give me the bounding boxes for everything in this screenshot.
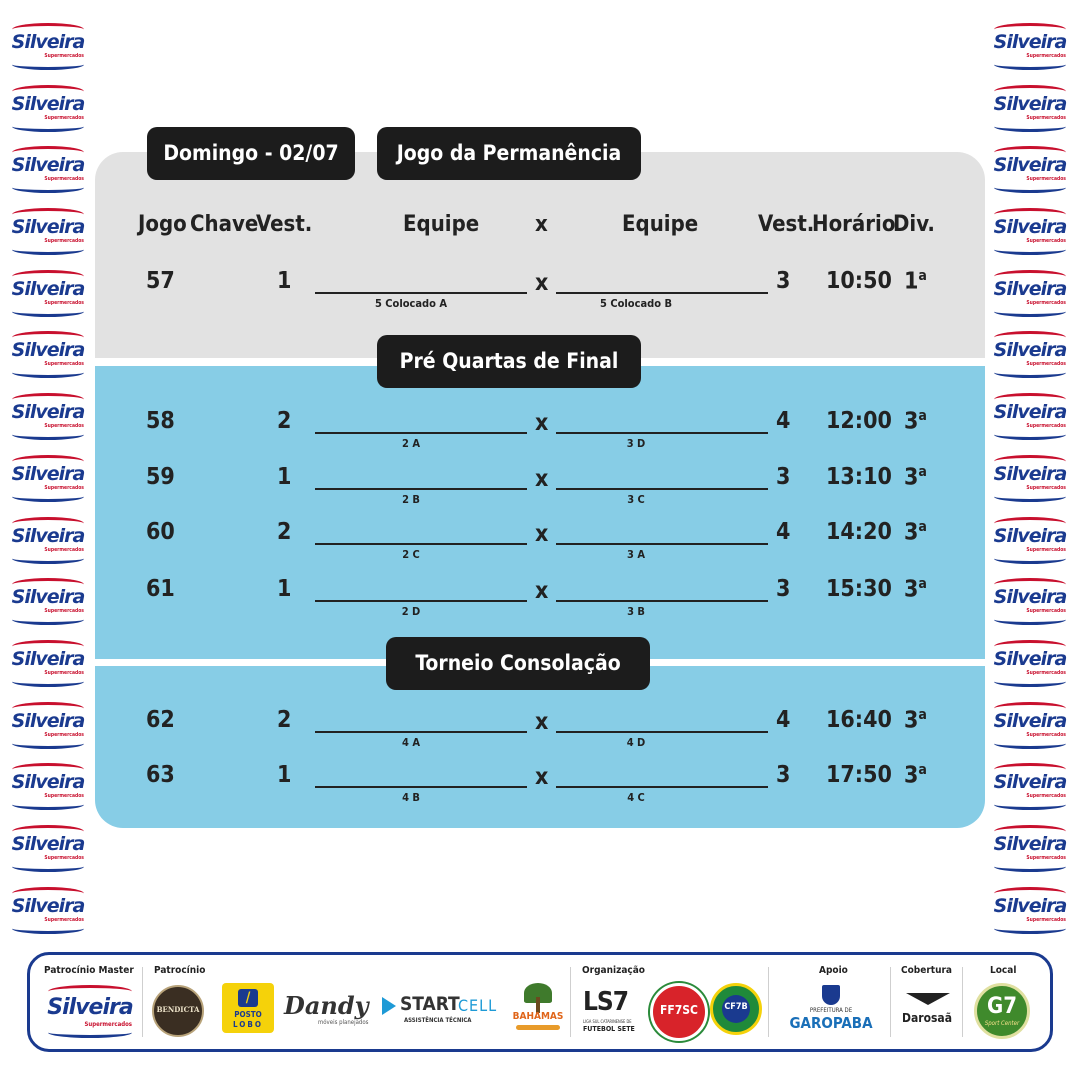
division-number: 3 xyxy=(904,519,919,546)
silveira-tagline: Supermercados xyxy=(1026,916,1066,923)
benedicta-logo xyxy=(152,985,204,1037)
silveira-tagline: Supermercados xyxy=(84,1021,132,1028)
game-number: 59 xyxy=(146,464,175,490)
division-ordinal: a xyxy=(918,576,927,592)
team-b-label: 4 D xyxy=(626,736,646,749)
label-patrocinio: Patrocínio xyxy=(154,965,206,976)
team-a-blank xyxy=(315,600,527,602)
silveira-tagline: Supermercados xyxy=(44,669,84,676)
horario: 17:50 xyxy=(826,762,892,788)
silveira-wordmark: Silveira xyxy=(11,709,85,732)
garopaba-text: GAROPABA xyxy=(789,1014,873,1032)
game-number: 62 xyxy=(146,707,175,733)
vest-left: 2 xyxy=(277,408,292,434)
posto-lobo-icon: / xyxy=(238,989,258,1007)
silveira-logo xyxy=(992,577,1068,625)
right-logo-column xyxy=(992,22,1072,947)
silveira-logo xyxy=(10,701,86,749)
posto-lobo-logo xyxy=(222,983,274,1033)
team-b-blank xyxy=(556,432,768,434)
silveira-wordmark: Silveira xyxy=(11,154,85,177)
silveira-wordmark: Silveira xyxy=(11,586,85,609)
silveira-tagline: Supermercados xyxy=(1026,854,1066,861)
ls7-logo xyxy=(583,989,645,1037)
game-number: 60 xyxy=(146,519,175,545)
vest-right: 4 xyxy=(776,408,791,434)
section-title-permanencia: Jogo da Permanência xyxy=(377,127,641,180)
label-apoio: Apoio xyxy=(819,965,848,976)
posto-text: POSTO xyxy=(234,1010,262,1019)
day-pill: Domingo - 02/07 xyxy=(147,127,355,180)
team-b-label: 5 Colocado B xyxy=(600,297,672,310)
silveira-logo xyxy=(10,207,86,255)
silveira-wordmark: Silveira xyxy=(993,586,1067,609)
silveira-wordmark: Silveira xyxy=(11,524,85,547)
silveira-tagline: Supermercados xyxy=(1026,484,1066,491)
footer-divider xyxy=(142,967,143,1037)
team-a-label: 4 A xyxy=(402,736,420,749)
division xyxy=(904,707,927,734)
silveira-wordmark: Silveira xyxy=(11,31,85,53)
division-ordinal: a xyxy=(918,268,927,284)
header-horario: Horário xyxy=(812,212,896,237)
vest-left: 1 xyxy=(277,464,292,490)
team-a-label: 2 B xyxy=(402,493,420,506)
team-a-label: 2 A xyxy=(402,437,420,450)
division-number: 3 xyxy=(904,707,919,734)
silveira-tagline: Supermercados xyxy=(44,238,84,245)
left-logo-column xyxy=(10,22,90,947)
silveira-wordmark: Silveira xyxy=(993,647,1067,670)
g7-sub-text: Sport Center xyxy=(984,1020,1020,1027)
permanencia-panel xyxy=(95,152,985,358)
vest-right: 3 xyxy=(776,268,791,294)
silveira-wordmark: Silveira xyxy=(11,462,85,485)
vest-right: 3 xyxy=(776,576,791,602)
silveira-tagline: Supermercados xyxy=(1026,793,1066,800)
header-equipe-left: Equipe xyxy=(403,212,480,237)
silveira-wordmark: Silveira xyxy=(993,771,1067,794)
label-patrocinio-master: Patrocínio Master xyxy=(44,965,134,976)
silveira-logo xyxy=(992,824,1068,872)
silveira-tagline: Supermercados xyxy=(1026,361,1066,368)
team-a-label: 2 D xyxy=(401,605,421,618)
team-a-blank xyxy=(315,292,527,294)
silveira-logo xyxy=(992,392,1068,440)
silveira-logo xyxy=(10,886,86,934)
versus-x: x xyxy=(535,410,549,436)
silveira-wordmark: Silveira xyxy=(993,524,1067,547)
silveira-logo xyxy=(992,454,1068,502)
team-b-label: 3 C xyxy=(627,493,645,506)
division-number: 1 xyxy=(904,268,919,295)
silveira-logo xyxy=(10,22,86,70)
silveira-logo xyxy=(992,639,1068,687)
division-ordinal: a xyxy=(918,464,927,480)
silveira-logo xyxy=(10,639,86,687)
silveira-logo xyxy=(992,84,1068,132)
division xyxy=(904,408,927,435)
startcell-arrow-icon xyxy=(382,997,396,1015)
team-a-blank xyxy=(315,488,527,490)
game-number: 61 xyxy=(146,576,175,602)
garopaba-crest-icon xyxy=(822,985,840,1005)
silveira-logo xyxy=(10,824,86,872)
section-title-pre-quartas: Pré Quartas de Final xyxy=(377,335,641,388)
bahamas-logo xyxy=(510,983,566,1035)
label-organizacao: Organização xyxy=(582,965,645,976)
header-x: x xyxy=(535,212,548,237)
label-local: Local xyxy=(990,965,1017,976)
vest-right: 4 xyxy=(776,519,791,545)
silveira-wordmark: Silveira xyxy=(47,995,133,1020)
silveira-wordmark: Silveira xyxy=(11,92,85,115)
silveira-wordmark: Silveira xyxy=(11,339,85,362)
game-number: 63 xyxy=(146,762,175,788)
team-b-label: 3 B xyxy=(627,605,645,618)
silveira-logo xyxy=(992,516,1068,564)
cf7b-logo xyxy=(710,983,762,1035)
footer-divider xyxy=(962,967,963,1037)
silveira-logo xyxy=(992,22,1068,70)
sponsors-footer xyxy=(27,952,1053,1052)
silveira-tagline: Supermercados xyxy=(1026,731,1066,738)
silveira-tagline: Supermercados xyxy=(44,484,84,491)
label-cobertura: Cobertura xyxy=(901,965,952,976)
silveira-logo xyxy=(10,84,86,132)
silveira-tagline: Supermercados xyxy=(1026,238,1066,245)
horario: 10:50 xyxy=(826,268,892,294)
team-b-blank xyxy=(556,731,768,733)
vest-left: 1 xyxy=(277,268,292,294)
silveira-wordmark: Silveira xyxy=(993,832,1067,855)
silveira-logo xyxy=(10,762,86,810)
division-number: 3 xyxy=(904,464,919,491)
team-b-blank xyxy=(556,543,768,545)
versus-x: x xyxy=(535,709,549,735)
header-div: Div. xyxy=(893,212,935,237)
silveira-tagline: Supermercados xyxy=(1026,546,1066,553)
division xyxy=(904,464,927,491)
silveira-tagline: Supermercados xyxy=(1026,423,1066,430)
silveira-wordmark: Silveira xyxy=(993,31,1067,53)
horario: 13:10 xyxy=(826,464,892,490)
silveira-wordmark: Silveira xyxy=(11,894,85,917)
silveira-logo xyxy=(992,330,1068,378)
game-number: 58 xyxy=(146,408,175,434)
header-equipe-right: Equipe xyxy=(622,212,699,237)
silveira-wordmark: Silveira xyxy=(11,647,85,670)
silveira-wordmark: Silveira xyxy=(11,771,85,794)
silveira-logo xyxy=(10,392,86,440)
silveira-logo xyxy=(10,577,86,625)
vest-right: 3 xyxy=(776,762,791,788)
team-a-label: 5 Colocado A xyxy=(374,297,448,310)
team-a-blank xyxy=(315,786,527,788)
silveira-tagline: Supermercados xyxy=(44,299,84,306)
team-b-blank xyxy=(556,292,768,294)
silveira-tagline: Supermercados xyxy=(44,361,84,368)
division xyxy=(904,762,927,789)
division-ordinal: a xyxy=(918,707,927,723)
header-vest-left: Vest. xyxy=(256,212,313,237)
silveira-logo xyxy=(10,516,86,564)
startcell-cell-text: CELL xyxy=(458,996,498,1015)
division-ordinal: a xyxy=(918,762,927,778)
silveira-logo xyxy=(992,701,1068,749)
silveira-tagline: Supermercados xyxy=(44,423,84,430)
prefeitura-text: PREFEITURA DE xyxy=(809,1007,853,1014)
silveira-tagline: Supermercados xyxy=(1026,114,1066,121)
g7-sport-center-logo xyxy=(974,983,1030,1039)
versus-x: x xyxy=(535,270,549,296)
header-vest-right: Vest. xyxy=(758,212,815,237)
silveira-logo xyxy=(992,145,1068,193)
startcell-start-text: START xyxy=(400,993,460,1015)
team-a-blank xyxy=(315,543,527,545)
silveira-tagline: Supermercados xyxy=(44,854,84,861)
ls7-sub2-text: FUTEBOL SETE xyxy=(583,1025,635,1033)
silveira-tagline: Supermercados xyxy=(44,53,84,59)
division xyxy=(904,576,927,603)
dandy-text: Dandy xyxy=(284,991,369,1020)
division-ordinal: a xyxy=(918,408,927,424)
footer-divider xyxy=(890,967,891,1037)
versus-x: x xyxy=(535,521,549,547)
silveira-tagline: Supermercados xyxy=(1026,176,1066,183)
team-a-label: 4 B xyxy=(402,791,420,804)
silveira-logo xyxy=(992,762,1068,810)
versus-x: x xyxy=(535,764,549,790)
horario: 14:20 xyxy=(826,519,892,545)
silveira-logo xyxy=(992,207,1068,255)
silveira-wordmark: Silveira xyxy=(993,339,1067,362)
benedicta-text: BENDICTA xyxy=(156,1005,200,1014)
silveira-wordmark: Silveira xyxy=(11,401,85,424)
bird-icon xyxy=(906,993,950,1005)
darosaa-text: Darosaã xyxy=(902,1011,952,1025)
team-b-label: 3 D xyxy=(626,437,646,450)
silveira-tagline: Supermercados xyxy=(1026,608,1066,615)
game-number: 57 xyxy=(146,268,175,294)
silveira-tagline: Supermercados xyxy=(44,176,84,183)
header-chave: Chave xyxy=(190,212,259,237)
silveira-wordmark: Silveira xyxy=(993,401,1067,424)
silveira-logo xyxy=(10,454,86,502)
footer-divider xyxy=(570,967,571,1037)
versus-x: x xyxy=(535,578,549,604)
team-b-label: 4 C xyxy=(627,791,645,804)
footer-divider xyxy=(768,967,769,1037)
silveira-tagline: Supermercados xyxy=(44,916,84,923)
section-title-consolacao: Torneio Consolação xyxy=(386,637,650,690)
horario: 12:00 xyxy=(826,408,892,434)
ff7sc-logo xyxy=(650,983,708,1041)
silveira-tagline: Supermercados xyxy=(44,608,84,615)
vest-right: 3 xyxy=(776,464,791,490)
lobo-text: LOBO xyxy=(232,1020,264,1029)
team-b-blank xyxy=(556,786,768,788)
darosaa-logo xyxy=(896,989,958,1033)
silveira-wordmark: Silveira xyxy=(11,832,85,855)
bahamas-text: BAHAMAS xyxy=(512,1011,564,1022)
silveira-wordmark: Silveira xyxy=(993,92,1067,115)
dandy-sub-text: móveis planejados xyxy=(318,1019,369,1026)
silveira-tagline: Supermercados xyxy=(44,793,84,800)
division-ordinal: a xyxy=(918,519,927,535)
garopaba-logo xyxy=(778,985,884,1035)
silveira-tagline: Supermercados xyxy=(44,114,84,121)
silveira-wordmark: Silveira xyxy=(11,216,85,239)
silveira-logo xyxy=(992,886,1068,934)
division-number: 3 xyxy=(904,762,919,789)
silveira-wordmark: Silveira xyxy=(993,462,1067,485)
dandy-logo xyxy=(284,991,376,1031)
silveira-logo xyxy=(10,269,86,317)
team-b-blank xyxy=(556,488,768,490)
vest-left: 1 xyxy=(277,576,292,602)
team-a-blank xyxy=(315,731,527,733)
ff7sc-text: FF7SC xyxy=(660,1003,698,1017)
silveira-master-logo xyxy=(44,983,136,1039)
division xyxy=(904,519,927,546)
silveira-logo xyxy=(992,269,1068,317)
vest-right: 4 xyxy=(776,707,791,733)
startcell-logo xyxy=(382,993,500,1029)
silveira-tagline: Supermercados xyxy=(1026,53,1066,59)
silveira-tagline: Supermercados xyxy=(1026,299,1066,306)
silveira-tagline: Supermercados xyxy=(44,731,84,738)
ls7-sub1-text: LIGA SUL CATARINENSE DE xyxy=(583,1019,632,1024)
horario: 16:40 xyxy=(826,707,892,733)
team-a-label: 2 C xyxy=(402,548,420,561)
silveira-tagline: Supermercados xyxy=(44,546,84,553)
silveira-wordmark: Silveira xyxy=(993,216,1067,239)
silveira-wordmark: Silveira xyxy=(11,277,85,300)
vest-left: 2 xyxy=(277,519,292,545)
vest-left: 2 xyxy=(277,707,292,733)
silveira-logo xyxy=(10,145,86,193)
team-b-blank xyxy=(556,600,768,602)
cf7b-text: CF7B xyxy=(724,1002,748,1012)
versus-x: x xyxy=(535,466,549,492)
vest-left: 1 xyxy=(277,762,292,788)
silveira-wordmark: Silveira xyxy=(993,154,1067,177)
division xyxy=(904,268,927,295)
silveira-logo xyxy=(10,330,86,378)
team-b-label: 3 A xyxy=(627,548,645,561)
silveira-tagline: Supermercados xyxy=(1026,669,1066,676)
silveira-wordmark: Silveira xyxy=(993,709,1067,732)
header-jogo: Jogo xyxy=(138,212,187,237)
horario: 15:30 xyxy=(826,576,892,602)
silveira-wordmark: Silveira xyxy=(993,894,1067,917)
g7-text: G7 xyxy=(986,994,1017,1019)
division-number: 3 xyxy=(904,408,919,435)
silveira-wordmark: Silveira xyxy=(993,277,1067,300)
ls7-text: LS7 xyxy=(583,987,629,1017)
startcell-sub-text: ASSISTÊNCIA TÉCNICA xyxy=(404,1017,472,1024)
division-number: 3 xyxy=(904,576,919,603)
team-a-blank xyxy=(315,432,527,434)
